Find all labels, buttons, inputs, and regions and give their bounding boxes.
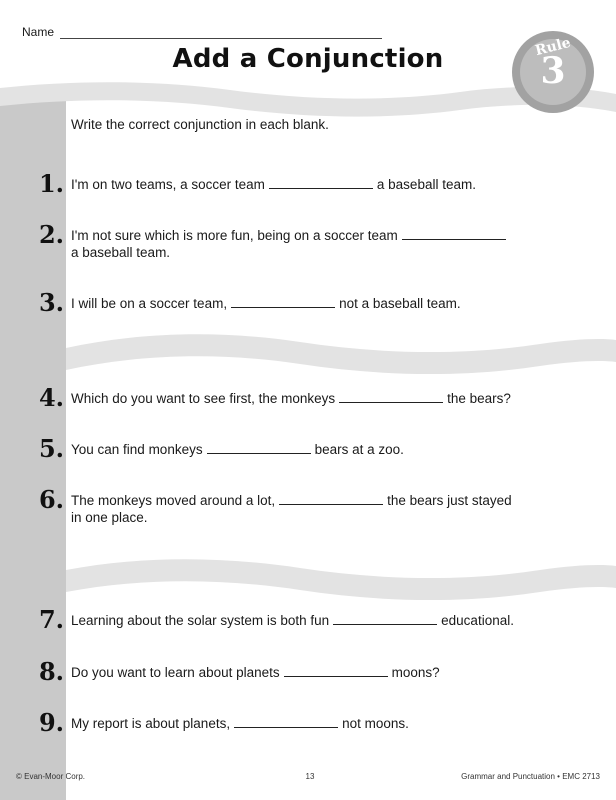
footer-book-title: Grammar and Punctuation • EMC 2713 [461,772,600,781]
sentence-part-after: a baseball team. [376,177,476,192]
item-number: 6. [38,485,64,514]
item-sentence [71,176,521,193]
page-title: Add a Conjunction [172,44,444,74]
item-number: 9. [38,708,64,737]
item-number: 8. [38,657,64,686]
answer-blank[interactable] [333,612,437,625]
answer-blank[interactable] [269,176,373,189]
item-sentence [71,715,521,732]
name-label: Name [22,25,55,39]
sentence-part-after: the bears just stayed [387,493,512,508]
sentence-part-before: Learning about the solar system is both fun [71,613,330,628]
sentence-part-before: I'm not sure which is more fun, being on a soccer team [71,228,398,243]
sentence-part-before: I will be on a soccer team, [71,296,228,311]
item-sentence [71,492,521,526]
sentence-part-before: The monkeys moved around a lot, [71,493,276,508]
sentence-part-after: bears at a zoo. [314,442,404,457]
name-field[interactable] [22,25,382,39]
sentence-part-line2: in one place. [71,510,148,525]
rule-badge-number: 3 [540,50,566,92]
sentence-part-before: I'm on two teams, a soccer team [71,177,265,192]
answer-blank[interactable] [339,390,443,403]
item-sentence [71,390,521,407]
sentence-part-before: You can find monkeys [71,442,203,457]
rule-badge-word: Rule [533,34,573,60]
item-number: 4. [38,383,64,412]
item-sentence [71,441,521,458]
sentence-part-after: not moons. [342,716,409,731]
item-sentence [71,295,521,312]
name-line[interactable] [60,27,382,39]
item-number: 5. [38,434,64,463]
sentence-part-before: Which do you want to see first, the monkeys [71,391,336,406]
footer-page-number: 13 [305,772,315,781]
instructions: Write the correct conjunction in each blank. [71,117,329,132]
item-sentence [71,612,521,629]
divider-wave-2 [66,559,616,600]
item-sentence [71,664,521,681]
footer-copyright: © Evan-Moor Corp. [16,772,86,781]
sentence-part-after: not a baseball team. [339,296,461,311]
sentence-part-before: My report is about planets, [71,716,231,731]
answer-blank[interactable] [207,441,311,454]
answer-blank[interactable] [234,715,338,728]
item-sentence [71,227,521,261]
item-number: 2. [38,220,64,249]
sentence-part-after: the bears? [447,391,511,406]
answer-blank[interactable] [402,227,506,240]
sentence-part-before: Do you want to learn about planets [71,665,280,680]
divider-wave-1 [66,334,616,374]
answer-blank[interactable] [231,295,335,308]
item-number: 3. [38,288,64,317]
sentence-part-after: moons? [391,665,440,680]
item-number: 1. [38,169,64,198]
answer-blank[interactable] [284,664,388,677]
answer-blank[interactable] [279,492,383,505]
sentence-part-line2: a baseball team. [71,245,171,260]
sentence-part-after: educational. [441,613,514,628]
item-number: 7. [38,605,64,634]
